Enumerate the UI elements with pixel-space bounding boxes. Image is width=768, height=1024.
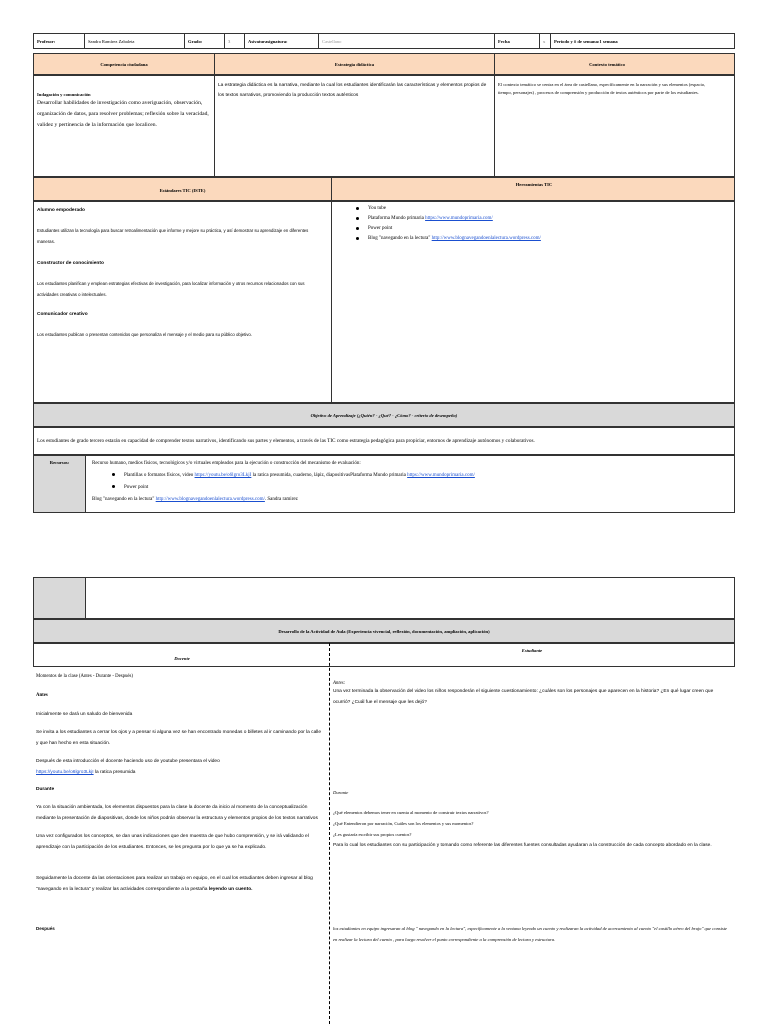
resources-cell <box>92 459 732 504</box>
page2-header-cell <box>34 578 86 618</box>
contexto-title: Contexto temático <box>494 54 719 74</box>
resource-item <box>110 471 732 480</box>
profesor-value: Sandra Ramírez Zabaleta <box>84 34 137 48</box>
docente-p6-text: Seguidamente la docente da las orientaciones para realizar un trabajo en equipo, en el cual los estudiantes deben ingresar al blog "navegando en la lectura" y realizar las actividades correspondiente a la pestaña <box>36 876 313 892</box>
mundoprimaria-link[interactable]: https://www.mundoprimaria.com/ <box>425 216 493 221</box>
herramientas-title: Herramientas TIC <box>331 178 736 200</box>
tool-item <box>354 215 736 223</box>
estrategia-title: Estrategia didáctica <box>214 54 494 74</box>
est-question: ¿Les gustaría escribir sus propios cuentos? <box>333 832 412 837</box>
est-question: ¿Qué Entendieron por narración, Cuáles son los elementos y sus momentos? <box>333 821 474 826</box>
estudiante-column <box>333 681 731 945</box>
docente-column <box>36 671 324 934</box>
grado-value: 3 <box>224 34 233 48</box>
est-p1: Una vez terminada la observación del video los niños responderán el siguiente cuestionamiento: ¿cuáles son los personajes que aparecen en la historia? ¿En qué lugar creen que ocurrió? ¿Cuál fue el mensaje que les dejó? <box>333 689 714 705</box>
tools-cell <box>331 202 736 402</box>
standard-heading: Alumno empoderado <box>37 208 85 213</box>
blog-link[interactable]: http://www.blognavegandoenlalectura.wordpress.com/ <box>155 497 265 502</box>
video-link[interactable]: https://youtu.be/o6lgro3LkjI <box>36 770 94 775</box>
development-title: Desarrollo de la Actividad de Aula (Experiencia vivencial, reflexión, documentación, ampliación, aplicación) <box>278 629 490 634</box>
blog-suffix: . Sandra ramirez <box>264 497 298 502</box>
tool-item <box>354 205 736 213</box>
page-2 <box>33 577 735 1024</box>
objective-title: Objetivo de Aprendizaje (¿Quién? - ¿Qué? - ¿Cómo? - criterio de desempeño) <box>310 413 458 418</box>
tool-item <box>354 225 736 233</box>
page-1 <box>33 33 735 513</box>
standards-list <box>37 208 327 340</box>
asignatura-value: Castellano <box>318 34 344 48</box>
docente-p5: Una vez configurados los conceptos, se dan unas indicaciones que den muestra de que hubo comprensión, y se irá validando el aprendizaje con la participación de los estudiantes. Entonces, se les pregunta por lo que ya se ha explicado. <box>36 834 309 850</box>
tool-label: You tube <box>368 206 386 211</box>
resource-label: Plantillas o formatos físicos, video <box>124 473 195 478</box>
column-divider <box>329 643 330 1024</box>
video-suffix: la ratica presumida <box>93 770 136 775</box>
profesor-label: Profesor: <box>37 39 56 44</box>
docente-p2: Se invita a los estudiantes a cerrar los ojos y a pensar si alguna vez se han encontrado monedas o billetes al ir caminando por la calle y que han hecho en esta situación. <box>36 730 322 746</box>
tool-item <box>354 235 736 243</box>
standard-text: Los estudiantes planifican y emplean estrategias efectivas de investigación, para localizar información y otros recursos relacionados con sus actividades creativas o intelectuales. <box>37 281 305 297</box>
estudiante-title: Estudiante <box>521 648 543 653</box>
resource-item <box>110 483 732 492</box>
tool-label: Plataforma Mundo primaria <box>368 216 426 221</box>
section1-body <box>33 75 735 177</box>
standard-heading: Comunicador creativo <box>37 312 88 317</box>
tool-label: Power point <box>368 226 393 231</box>
est-p2: Para lo cual los estudiantes con su participación y tomando como referente las diferentes fuentes consultadas ayudaran a la construcción de cada concepto abordado en la clase. <box>333 843 712 848</box>
competencia-title: Competencia ciudadana <box>100 62 148 67</box>
objective-row <box>33 427 735 455</box>
resources-list <box>110 471 732 492</box>
tools-list <box>354 205 736 243</box>
competencia-cell <box>37 92 209 131</box>
section2-titles <box>33 177 735 201</box>
section1-titles <box>33 53 735 75</box>
competencia-heading: Indagación y comunicación <box>37 92 91 97</box>
antes-heading: Antes <box>36 693 48 698</box>
resources-blog <box>92 495 732 504</box>
development-title-row <box>33 619 735 643</box>
resources-row <box>33 455 735 513</box>
contexto-text: El contexto temático se centra en el área de castellano, específicamente en la narración y sus elementos (espacio, tiempo, personajes) , procesos de comprensión y producción de textos auténticos por parte de los estudiantes. <box>494 76 719 176</box>
durante-heading: Durante <box>36 787 55 792</box>
resource-label: la ratica presumida, cuaderno, lápiz, diapositivasPlataforma Mundo primaria <box>251 473 408 478</box>
periodo-label: Período y # de semana:1 semana <box>550 34 621 48</box>
estandares-title: Estándares TIC (ISTE) <box>159 188 206 193</box>
fecha-value: x <box>539 34 548 48</box>
docente-p6 <box>36 873 324 895</box>
page2-header-row <box>33 577 735 619</box>
blog-label: Blog "navegando en la lectura" <box>92 497 156 502</box>
roles-row <box>33 643 735 667</box>
docente-title: Docente <box>174 656 190 661</box>
est-questions <box>333 807 731 840</box>
estrategia-text: La estrategia didáctica es la narrativa, mediante la cual los estudiantes identificarán las características y elementos propios de los textos narrativos, promoviendo la producción textos auténticos <box>214 76 494 176</box>
docente-p3-link-line <box>36 767 324 778</box>
fecha-label: Fecha <box>494 34 513 48</box>
section2-body <box>33 201 735 403</box>
resources-intro: Recurso humano, medios físicos, tecnológicos y/o virtuales empleados para la ejecución o construcción del mecanismo de evaluación: <box>92 461 361 466</box>
header-row <box>33 33 735 49</box>
standard-text: Estudiantes utilizan la tecnología para buscar retroalimentación que informe y mejore su práctica, y así demostrar su aprendizaje en diferentes maneras. <box>37 228 309 244</box>
asignatura-label: Asivaturasignatura: <box>244 34 291 48</box>
tool-label: Blog "navegando en la lectura" <box>368 236 432 241</box>
objective-title-row <box>33 403 735 427</box>
docente-p6-bold: leyendo un cuento. <box>208 887 253 892</box>
resources-label: Recursos: <box>34 456 86 512</box>
docente-p3: Después de esta introducción el docente haciendo uso de youtube presentara el video <box>36 759 220 764</box>
est-p3: los estudiantes en equipo ingresaran al blog " navegando en la lectura", específicamente a la ventana leyendo un cuento y realizaran la actividad de acercamiento al cuento "el castillo aéreo del brujo" que consiste en realizar la lectura del cuento , para luego resolver el punto correspondiente a la comprensión de lectura y estructura. <box>333 926 728 942</box>
standard-heading: Constructor de conocimiento <box>37 261 104 266</box>
objective-text: Los estudiantes de grado tercero estarán en capacidad de comprender textos narrativos, identificando sus partes y elementos, a través de las TIC como estrategia pedagógica para propiciar, entornos de aprendizaje autónomos y colaborativos. <box>37 438 535 444</box>
docente-p4: Ya con la situación ambientada, los elementos dispuestos para la clase la docente da inicio al momento de la conceptualización mediante la presentación de diapositivas, donde los niños podrán observar la estructura y elementos propios de los textos narrativos <box>36 805 318 821</box>
moments-text: Momentos de la clase (Antes - Durante - Después) <box>36 674 133 679</box>
est-question: ¿Qué elementos debemos tener en cuenta al momento de construir textos narrativos? <box>333 810 489 815</box>
blog-link[interactable]: http://www.blognavegandoenlalectura.wordpress.com/ <box>431 236 541 241</box>
video-link[interactable]: https://youtu.be/o6lgro3LkjI <box>194 473 252 478</box>
standard-text: Los estudiantes publican o presentan contenidos que personaliza el mensaje y el medio para su público objetivo. <box>37 332 252 337</box>
despues-heading: Después <box>36 926 55 931</box>
competencia-text: Desarrollar habilidades de investigación como averiguación, observación, organización de datos, para resolver problemas; reflexión sobre la veracidad, validez y pertinencia de la información que localicen. <box>37 100 209 128</box>
est-antes-heading: Antes: <box>333 681 346 686</box>
docente-p1: Inicialmente se dará un saludo de bienvenida <box>36 712 133 717</box>
est-durante-heading: Durante <box>333 790 349 795</box>
resource-label: Power point <box>124 485 149 490</box>
mundoprimaria-link[interactable]: https://www.mundoprimaria.com/ <box>407 473 475 478</box>
grado-label: Grado: <box>184 34 205 48</box>
